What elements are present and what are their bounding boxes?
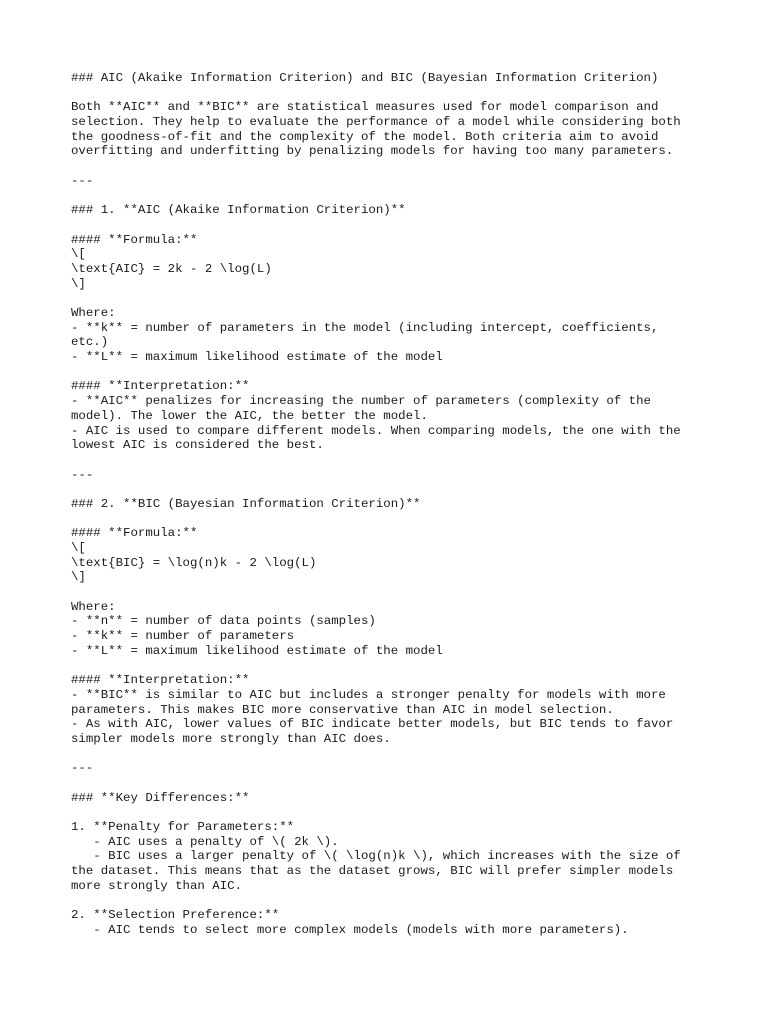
- document-line: ### 2. **BIC (Bayesian Information Criterion)**: [71, 496, 421, 511]
- document-line: - **k** = number of parameters in the model (including intercept, coefficients,: [71, 320, 659, 335]
- document-line: \]: [71, 570, 86, 585]
- document-line: [71, 365, 731, 380]
- document-line: more strongly than AIC.: [71, 878, 243, 893]
- document-line: - **BIC** is similar to AIC but includes a stronger penalty for models with more: [71, 687, 666, 702]
- document-line: Both **AIC** and **BIC** are statistical measures used for model comparison and: [71, 100, 659, 115]
- document-line: the dataset. This means that as the dataset grows, BIC will prefer simpler models: [71, 864, 674, 879]
- document-line: ---: [71, 173, 94, 188]
- document-line: [71, 159, 731, 174]
- document-line: - **L** = maximum likelihood estimate of the model: [71, 643, 443, 658]
- document-line: - AIC tends to select more complex models (models with more parameters).: [71, 922, 629, 937]
- document-line: the goodness-of-fit and the complexity of the model. Both criteria aim to avoid: [71, 129, 659, 144]
- document-line: [71, 776, 731, 791]
- document-line: Where:: [71, 599, 116, 614]
- document-line: [71, 291, 731, 306]
- document-line: - AIC is used to compare different models. When comparing models, the one with the: [71, 423, 681, 438]
- document-line: \[: [71, 247, 86, 262]
- document-line: - AIC uses a penalty of \( 2k \).: [71, 834, 339, 849]
- document-line: ---: [71, 467, 94, 482]
- document-line: [71, 659, 731, 674]
- document-line: [71, 453, 731, 468]
- document-line: simpler models more strongly than AIC does.: [71, 731, 391, 746]
- document-line: - **L** = maximum likelihood estimate of the model: [71, 350, 443, 365]
- document-line: [71, 189, 731, 204]
- document-line: ### AIC (Akaike Information Criterion) and BIC (Bayesian Information Criterion): [71, 71, 659, 85]
- document-page: [71, 71, 731, 938]
- document-line: [71, 86, 731, 101]
- document-line: ### **Key Differences:**: [71, 790, 250, 805]
- document-line: - **AIC** penalizes for increasing the number of parameters (complexity of the: [71, 394, 651, 409]
- document-line: [71, 747, 731, 762]
- document-line: Where:: [71, 306, 116, 320]
- document-line: [71, 805, 731, 820]
- document-line: \[: [71, 541, 86, 555]
- document-line: [71, 585, 731, 600]
- document-line: #### **Interpretation:**: [71, 379, 250, 394]
- document-line: [71, 512, 731, 527]
- document-line: lowest AIC is considered the best.: [71, 438, 324, 453]
- document-line: \text{BIC} = \log(n)k - 2 \log(L): [71, 555, 317, 570]
- document-line: - As with AIC, lower values of BIC indicate better models, but BIC tends to favor: [71, 717, 674, 732]
- document-line: parameters. This makes BIC more conservative than AIC in model selection.: [71, 702, 614, 717]
- document-line: #### **Formula:**: [71, 526, 198, 541]
- document-line: [71, 894, 731, 909]
- document-line: ---: [71, 761, 94, 776]
- document-line: \text{AIC} = 2k - 2 \log(L): [71, 261, 272, 276]
- document-line: overfitting and underfitting by penalizing models for having too many parameters.: [71, 144, 674, 159]
- document-line: - **k** = number of parameters: [71, 629, 295, 644]
- document-line: ### 1. **AIC (Akaike Information Criterion)**: [71, 203, 406, 218]
- document-line: etc.): [71, 335, 109, 350]
- document-line: #### **Formula:**: [71, 232, 198, 247]
- document-line: 2. **Selection Preference:**: [71, 908, 280, 923]
- document-line: - **n** = number of data points (samples): [71, 614, 376, 629]
- document-line: #### **Interpretation:**: [71, 673, 250, 688]
- document-line: [71, 218, 731, 233]
- document-line: - BIC uses a larger penalty of \( \log(n)k \), which increases with the size of: [71, 849, 681, 864]
- document-line: selection. They help to evaluate the performance of a model while considering both: [71, 115, 681, 130]
- document-line: [71, 482, 731, 497]
- document-line: 1. **Penalty for Parameters:**: [71, 820, 295, 835]
- document-line: model). The lower the AIC, the better the model.: [71, 408, 428, 423]
- document-line: \]: [71, 276, 86, 291]
